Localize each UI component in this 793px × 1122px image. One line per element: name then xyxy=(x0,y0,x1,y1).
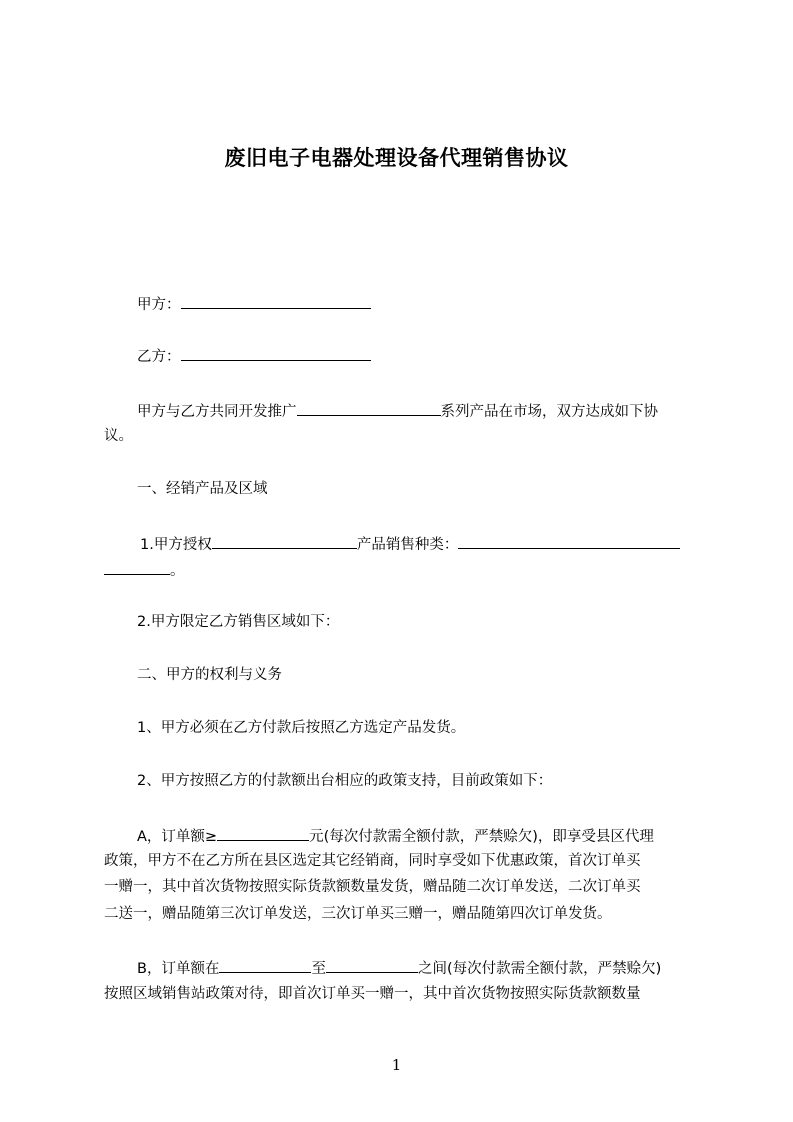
intro-suffix: 系列产品在市场，双方达成如下协 xyxy=(440,404,658,420)
page-number: 1 xyxy=(391,1056,402,1074)
section-2-heading: 二、甲方的权利与义务 xyxy=(137,667,282,683)
clause-a-suffix: 元(每次付款需全额付款，严禁赊欠)，即享受县区代理 xyxy=(309,829,654,845)
clause-b-prefix: B，订单额在 xyxy=(137,961,220,977)
party-b-line xyxy=(137,346,371,366)
section-1-heading: 一、经销产品及区域 xyxy=(137,481,268,497)
product-type-blank-cont xyxy=(104,560,170,575)
party-a-label: 甲方： xyxy=(137,297,181,313)
document-title: 废旧电子电器处理设备代理销售协议 xyxy=(224,146,569,170)
clause-b-line-1 xyxy=(137,958,661,978)
party-b-label: 乙方： xyxy=(137,349,181,365)
clause-b-middle: 至 xyxy=(311,961,326,977)
intro-line-2: 议。 xyxy=(104,428,133,444)
item-1-1-cont xyxy=(104,560,185,580)
authorized-blank xyxy=(212,534,357,549)
intro-line-1 xyxy=(137,401,658,421)
item-1-2: 2.甲方限定乙方销售区域如下： xyxy=(137,614,340,630)
clause-a-prefix: A，订单额≥ xyxy=(137,829,218,845)
party-b-blank xyxy=(181,346,371,361)
item-1-1-prefix: 1.甲方授权 xyxy=(140,537,212,553)
clause-a-line-4: 二送一，赠品随第三次订单发送，三次订单买三赠一，赠品随第四次订单发货。 xyxy=(104,906,612,922)
clause-a-line-3: 一赠一，其中首次货物按照实际货款额数量发货，赠品随二次订单发送，二次订单买 xyxy=(104,879,641,895)
item-1-1-end: 。 xyxy=(170,563,185,579)
item-1-1 xyxy=(140,534,680,554)
product-series-blank xyxy=(297,401,441,416)
product-type-blank xyxy=(458,534,680,549)
clause-b-max-blank xyxy=(326,958,418,973)
party-a-line xyxy=(137,294,371,314)
clause-b-suffix: 之间(每次付款需全额付款，严禁赊欠) xyxy=(417,961,662,977)
intro-prefix: 甲方与乙方共同开发推广 xyxy=(137,404,297,420)
clause-a-line-2: 政策，甲方不在乙方所在县区选定其它经销商，同时享受如下优惠政策，首次订单买 xyxy=(104,853,641,869)
item-1-1-middle: 产品销售种类： xyxy=(356,537,459,553)
party-a-blank xyxy=(181,294,371,309)
item-2-1: 1、甲方必须在乙方付款后按照乙方选定产品发货。 xyxy=(137,720,466,736)
item-2-2: 2、甲方按照乙方的付款额出台相应的政策支持，目前政策如下： xyxy=(137,773,553,789)
clause-a-line-1 xyxy=(137,826,654,846)
clause-a-amount-blank xyxy=(217,826,309,841)
clause-b-line-2: 按照区域销售站政策对待，即首次订单买一赠一，其中首次货物按照实际货款额数量 xyxy=(104,986,641,1002)
clause-b-min-blank xyxy=(219,958,311,973)
